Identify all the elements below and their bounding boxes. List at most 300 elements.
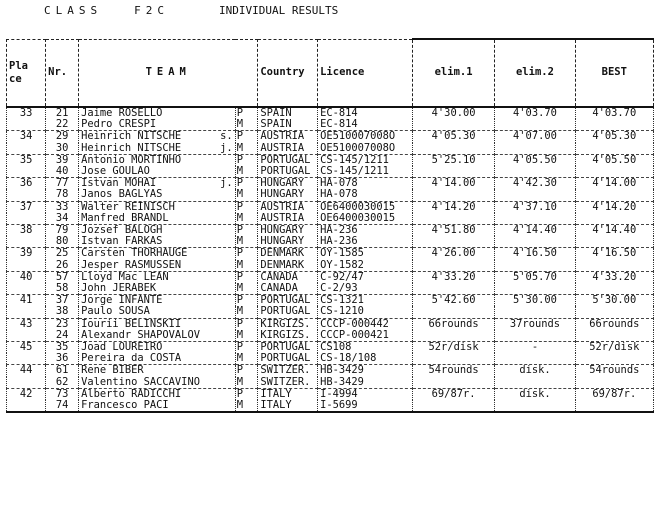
cell-cat: P [235, 178, 258, 190]
class-label: CLASS [44, 4, 103, 17]
cell-elim1: 54rounds [412, 365, 494, 377]
cell-nr: 39 [46, 154, 79, 166]
cell-place: 44 [7, 365, 46, 377]
cell-elim2: 4'07.00 [495, 131, 575, 143]
cell-place [7, 213, 46, 225]
cell-best [575, 143, 653, 155]
cell-team [79, 318, 236, 330]
cell-cat: P [235, 154, 258, 166]
cell-best [575, 260, 653, 272]
cell-country: PORTUGAL [258, 166, 318, 178]
cell-cat: M [235, 119, 258, 131]
cell-best: 66rounds [575, 318, 653, 330]
cell-best [575, 236, 653, 248]
cell-elim2 [495, 236, 575, 248]
cell-cat: P [235, 131, 258, 143]
cell-elim2: 4'42.30 [495, 178, 575, 190]
cell-elim1 [412, 330, 494, 342]
cell-elim1 [412, 189, 494, 201]
cell-best [575, 166, 653, 178]
cell-cat: P [235, 225, 258, 237]
team-member-name: Paulo SOUSA [81, 306, 150, 318]
team-member-name: Jaime ROSELLO [81, 107, 163, 119]
cell-place: 33 [7, 107, 46, 119]
cell-country: HUNGARY [258, 236, 318, 248]
cell-elim1: 69/87r. [412, 388, 494, 400]
table-row [7, 400, 654, 412]
team-member-name: Joad LOUREIRO [81, 341, 163, 354]
cell-elim1: 4'26.00 [412, 248, 494, 260]
cell-best: 54rounds [575, 365, 653, 377]
cell-team [79, 236, 236, 248]
cell-elim1 [412, 236, 494, 248]
team-member-name: Heinrich NITSCHE [81, 142, 182, 154]
team-member-name: Valentino SACCAVINO [81, 376, 200, 388]
cell-nr: 78 [46, 189, 79, 201]
cell-team [79, 283, 236, 295]
cell-nr: 33 [46, 201, 79, 213]
cell-elim2 [495, 306, 575, 318]
cell-team [79, 260, 236, 272]
cell-nr: 25 [46, 248, 79, 260]
team-member-name: Pedro CRESPI [81, 119, 157, 131]
cell-elim1 [412, 166, 494, 178]
cell-elim2 [495, 377, 575, 389]
cell-nr: 29 [46, 131, 79, 143]
cell-cat: M [235, 377, 258, 389]
cell-place: 34 [7, 131, 46, 143]
table-row [7, 213, 654, 225]
cell-team [79, 295, 236, 307]
cell-cat: P [235, 342, 258, 354]
table-row [7, 178, 654, 190]
cell-elim1 [412, 143, 494, 155]
cell-licence: CS-1210 [318, 306, 413, 318]
cell-team [79, 365, 236, 377]
cell-elim1: 4'33.20 [412, 271, 494, 283]
cell-country: PORTUGAL [258, 342, 318, 354]
cell-licence: CCCP-000442 [318, 318, 413, 330]
cell-team [79, 131, 236, 143]
cell-cat: M [235, 166, 258, 178]
cell-licence: CCCP-000421 [318, 330, 413, 342]
cell-elim2: disk. [495, 388, 575, 400]
cell-licence: CS108 [318, 342, 413, 354]
cell-place: 37 [7, 201, 46, 213]
cell-best [575, 377, 653, 389]
team-member-name: Alberto RADICCHI [81, 388, 182, 400]
table-row [7, 330, 654, 342]
cell-licence: C-2/93 [318, 283, 413, 295]
cell-team [79, 342, 236, 354]
team-member-name: Jorge INFANTE [81, 294, 163, 307]
table-row [7, 107, 654, 119]
cell-licence: HA-078 [318, 189, 413, 201]
cell-best: 52r/disk [575, 342, 653, 354]
cell-elim2: 4'16.50 [495, 248, 575, 260]
cell-country: KIRGIZS. [258, 330, 318, 342]
cell-country: AUSTRIA [258, 213, 318, 225]
cell-elim1: 5'42.60 [412, 295, 494, 307]
cell-nr: 22 [46, 119, 79, 131]
cell-elim2: 5'30.00 [495, 295, 575, 307]
cell-team [79, 189, 236, 201]
cell-elim2: 5'05.70 [495, 271, 575, 283]
cell-licence: CS-1321 [318, 295, 413, 307]
column-header-elim1: elim.1 [412, 39, 494, 107]
cell-team [79, 107, 236, 119]
cell-nr: 79 [46, 225, 79, 237]
cell-elim2 [495, 143, 575, 155]
cell-cat: P [235, 388, 258, 400]
cell-team [79, 154, 236, 166]
cell-nr: 77 [46, 178, 79, 190]
team-member-name: Carsten THORHAUGE [81, 247, 188, 260]
column-header-licence: Licence [318, 39, 413, 107]
cell-country: PORTUGAL [258, 306, 318, 318]
cell-licence: CS-145/1211 [318, 166, 413, 178]
cell-cat: M [235, 260, 258, 272]
team-member-name: Jozsef BALOGH [81, 224, 163, 237]
cell-place [7, 119, 46, 131]
cell-cat: M [235, 213, 258, 225]
cell-elim1: 4'14.20 [412, 201, 494, 213]
cell-place [7, 330, 46, 342]
cell-best [575, 213, 653, 225]
cell-elim1: 4'14.00 [412, 178, 494, 190]
cell-elim1 [412, 377, 494, 389]
team-member-name: Janos BAGLYAS [81, 189, 163, 201]
cell-nr: 58 [46, 283, 79, 295]
cell-elim1 [412, 353, 494, 365]
cell-team [79, 166, 236, 178]
cell-cat: M [235, 236, 258, 248]
cell-place [7, 377, 46, 389]
cell-licence: OE6400030015 [318, 213, 413, 225]
cell-elim2 [495, 283, 575, 295]
cell-licence: OE510007008O [318, 143, 413, 155]
cell-nr: 80 [46, 236, 79, 248]
cell-team [79, 213, 236, 225]
cell-best [575, 306, 653, 318]
cell-team [79, 201, 236, 213]
cell-cat: P [235, 295, 258, 307]
team-member-name: Jesper RASMUSSEN [81, 259, 182, 271]
cell-place: 36 [7, 178, 46, 190]
cell-elim2 [495, 189, 575, 201]
cell-elim1: 5'25.10 [412, 154, 494, 166]
cell-elim1: 4'30.00 [412, 107, 494, 119]
cell-nr: 73 [46, 388, 79, 400]
table-row [7, 154, 654, 166]
cell-nr: 37 [46, 295, 79, 307]
table-row [7, 236, 654, 248]
cell-place [7, 143, 46, 155]
cell-elim2: 4'03.70 [495, 107, 575, 119]
cell-elim1 [412, 283, 494, 295]
team-member-name: Alexandr SHAPOVALOV [81, 329, 200, 341]
cell-best: 4'33.20 [575, 271, 653, 283]
cell-cat: P [235, 107, 258, 119]
team-member-suffix: j. [220, 142, 233, 154]
cell-best: 4'14.40 [575, 225, 653, 237]
cell-nr: 38 [46, 306, 79, 318]
cell-country: SWITZER. [258, 365, 318, 377]
table-row [7, 166, 654, 178]
cell-licence: HA-078 [318, 178, 413, 190]
cell-cat: M [235, 306, 258, 318]
cell-place [7, 353, 46, 365]
table-row [7, 365, 654, 377]
cell-licence: HA-236 [318, 225, 413, 237]
header-row [7, 39, 654, 107]
cell-best [575, 330, 653, 342]
cell-licence: C-92/47 [318, 271, 413, 283]
cell-nr: 24 [46, 330, 79, 342]
team-member-suffix: j. [220, 177, 233, 190]
team-member-name: Walter REINISCH [81, 201, 175, 213]
page-header [44, 4, 338, 17]
table-row [7, 260, 654, 272]
cell-place [7, 236, 46, 248]
cell-cat: M [235, 283, 258, 295]
cell-elim2: 4'37.10 [495, 201, 575, 213]
team-member-name: Istvan FARKAS [81, 236, 163, 248]
column-header-team: TEAM [79, 39, 258, 107]
table-row [7, 143, 654, 155]
cell-country: AUSTRIA [258, 131, 318, 143]
cell-team [79, 377, 236, 389]
cell-nr: 36 [46, 353, 79, 365]
cell-place: 35 [7, 154, 46, 166]
cell-elim2 [495, 400, 575, 412]
cell-team [79, 388, 236, 400]
cell-best: 4'16.50 [575, 248, 653, 260]
cell-nr: 57 [46, 271, 79, 283]
team-member-name: John JERABEK [81, 283, 157, 295]
cell-country: SPAIN [258, 107, 318, 119]
team-member-name: Pereira da COSTA [81, 353, 182, 365]
cell-nr: 40 [46, 166, 79, 178]
cell-cat: P [235, 201, 258, 213]
cell-team [79, 119, 236, 131]
cell-best [575, 400, 653, 412]
cell-country: ITALY [258, 388, 318, 400]
table-row [7, 131, 654, 143]
cell-best [575, 283, 653, 295]
cell-place: 40 [7, 271, 46, 283]
page-title: INDIVIDUAL RESULTS [219, 4, 339, 17]
cell-nr: 62 [46, 377, 79, 389]
cell-best: 69/87r. [575, 388, 653, 400]
cell-country: SPAIN [258, 119, 318, 131]
cell-licence: HB-3429 [318, 377, 413, 389]
cell-team [79, 178, 236, 190]
column-header-elim2: elim.2 [495, 39, 575, 107]
cell-elim1: 52r/disk [412, 342, 494, 354]
table-row [7, 248, 654, 260]
cell-cat: P [235, 318, 258, 330]
cell-place: 43 [7, 318, 46, 330]
cell-team [79, 306, 236, 318]
results-body [7, 107, 654, 412]
cell-licence: I-4994 [318, 388, 413, 400]
cell-best: 4'03.70 [575, 107, 653, 119]
team-member-name: Istvan MOHAI [81, 177, 157, 190]
cell-place: 41 [7, 295, 46, 307]
cell-country: KIRGIZS. [258, 318, 318, 330]
cell-best [575, 189, 653, 201]
cell-cat: P [235, 365, 258, 377]
cell-nr: 35 [46, 342, 79, 354]
cell-elim2: 4'05.50 [495, 154, 575, 166]
cell-country: HUNGARY [258, 178, 318, 190]
cell-licence: EC-814 [318, 107, 413, 119]
cell-country: CANADA [258, 271, 318, 283]
table-row [7, 388, 654, 400]
team-member-name: Lloyd Mac LEAN [81, 271, 169, 283]
cell-elim2 [495, 260, 575, 272]
table-row [7, 119, 654, 131]
cell-team [79, 353, 236, 365]
cell-best: 4'05.30 [575, 131, 653, 143]
cell-place: 39 [7, 248, 46, 260]
table-row [7, 306, 654, 318]
cell-team [79, 400, 236, 412]
cell-place [7, 189, 46, 201]
cell-country: DENMARK [258, 248, 318, 260]
table-row [7, 353, 654, 365]
results-table [6, 38, 654, 413]
cell-country: PORTUGAL [258, 154, 318, 166]
team-member-name: Manfred BRANDL [81, 212, 169, 224]
team-member-name: Heinrich NITSCHE [81, 130, 182, 143]
cell-licence: OE510007008O [318, 131, 413, 143]
cell-place: 45 [7, 342, 46, 354]
cell-country: PORTUGAL [258, 295, 318, 307]
table-row [7, 271, 654, 283]
cell-elim2 [495, 330, 575, 342]
cell-elim2: 4'14.40 [495, 225, 575, 237]
cell-cat: M [235, 400, 258, 412]
cell-best: 4'14.20 [575, 201, 653, 213]
cell-place [7, 400, 46, 412]
cell-cat: P [235, 248, 258, 260]
team-member-name: Antonio MORTINHO [81, 154, 182, 166]
cell-licence: OY-1585 [318, 248, 413, 260]
team-member-name: Rene BIBER [81, 364, 144, 377]
cell-team [79, 271, 236, 283]
cell-elim1: 4'05.30 [412, 131, 494, 143]
table-row [7, 201, 654, 213]
column-header-place: Pla ce [7, 39, 46, 107]
team-member-name: Francesco PACI [81, 400, 169, 412]
cell-country: DENMARK [258, 260, 318, 272]
cell-cat: M [235, 330, 258, 342]
cell-cat: M [235, 189, 258, 201]
cell-place [7, 283, 46, 295]
cell-cat: M [235, 353, 258, 365]
cell-country: PORTUGAL [258, 353, 318, 365]
class-value: F2C [134, 4, 169, 17]
cell-elim2 [495, 213, 575, 225]
cell-licence: HB-3429 [318, 365, 413, 377]
cell-nr: 61 [46, 365, 79, 377]
cell-team [79, 330, 236, 342]
cell-elim2: disk. [495, 365, 575, 377]
cell-elim2: - [495, 342, 575, 354]
column-header-nr: Nr. [46, 39, 79, 107]
cell-place [7, 166, 46, 178]
team-member-suffix: s. [220, 130, 233, 143]
cell-country: ITALY [258, 400, 318, 412]
table-row [7, 377, 654, 389]
cell-elim1 [412, 213, 494, 225]
cell-team [79, 225, 236, 237]
team-member-name: Jose GOULAO [81, 166, 150, 178]
cell-country: AUSTRIA [258, 201, 318, 213]
cell-licence: OY-1582 [318, 260, 413, 272]
cell-elim1 [412, 260, 494, 272]
cell-elim1 [412, 306, 494, 318]
cell-elim2: 37rounds [495, 318, 575, 330]
cell-team [79, 143, 236, 155]
cell-elim2 [495, 166, 575, 178]
table-row [7, 342, 654, 354]
column-header-best: BEST [575, 39, 653, 107]
cell-country: CANADA [258, 283, 318, 295]
cell-licence: I-5699 [318, 400, 413, 412]
column-header-country: Country [258, 39, 318, 107]
table-row [7, 318, 654, 330]
team-member-name: Iourii BELINSKII [81, 318, 182, 330]
cell-nr: 74 [46, 400, 79, 412]
cell-nr: 23 [46, 318, 79, 330]
table-row [7, 283, 654, 295]
cell-country: AUSTRIA [258, 143, 318, 155]
cell-country: SWITZER. [258, 377, 318, 389]
table-row [7, 295, 654, 307]
cell-best: 4'05.50 [575, 154, 653, 166]
cell-licence: CS-145/1211 [318, 154, 413, 166]
cell-nr: 30 [46, 143, 79, 155]
table-row [7, 189, 654, 201]
cell-elim1: 66rounds [412, 318, 494, 330]
cell-best: 5'30.00 [575, 295, 653, 307]
cell-licence: EC-814 [318, 119, 413, 131]
cell-licence: OE6400030015 [318, 201, 413, 213]
cell-elim1: 4'51.80 [412, 225, 494, 237]
table-row [7, 225, 654, 237]
cell-cat: P [235, 271, 258, 283]
cell-elim1 [412, 119, 494, 131]
cell-country: HUNGARY [258, 225, 318, 237]
cell-nr: 21 [46, 107, 79, 119]
cell-cat: M [235, 143, 258, 155]
cell-place: 42 [7, 388, 46, 400]
cell-country: HUNGARY [258, 189, 318, 201]
cell-elim2 [495, 119, 575, 131]
cell-place [7, 306, 46, 318]
cell-best [575, 353, 653, 365]
cell-nr: 26 [46, 260, 79, 272]
cell-place [7, 260, 46, 272]
cell-nr: 34 [46, 213, 79, 225]
cell-elim1 [412, 400, 494, 412]
cell-place: 38 [7, 225, 46, 237]
cell-best: 4'14.00 [575, 178, 653, 190]
cell-team [79, 248, 236, 260]
